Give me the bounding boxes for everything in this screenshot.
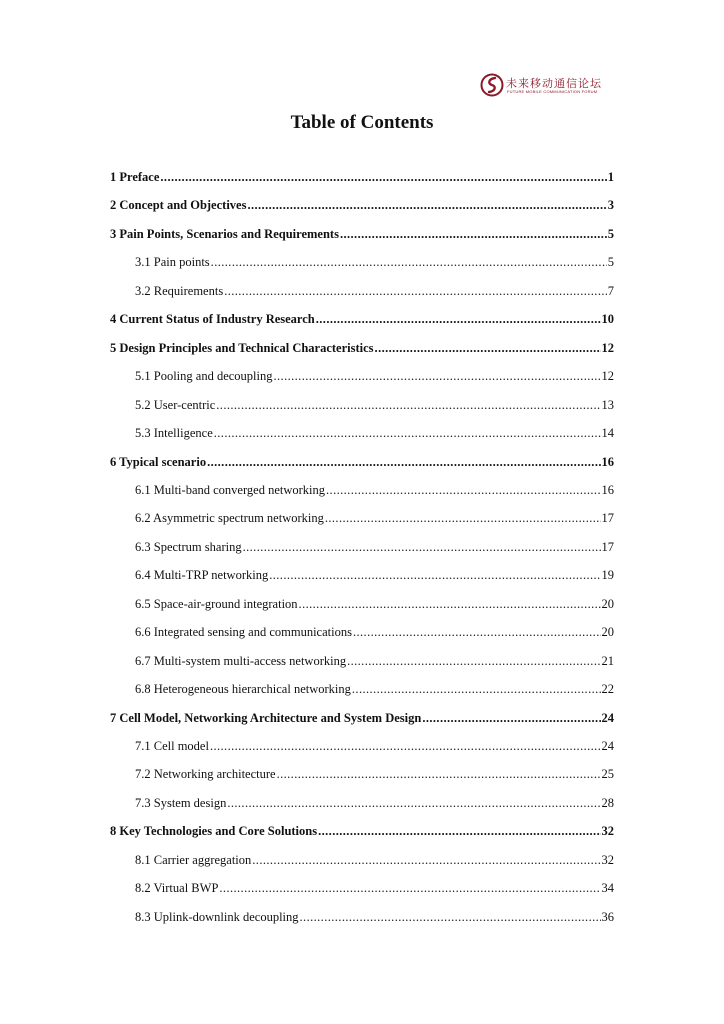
toc-entry[interactable] [135, 425, 614, 441]
toc-dot-leader [207, 454, 600, 470]
toc-dot-leader [224, 283, 607, 299]
toc-entry-page: 12 [601, 341, 614, 355]
toc-dot-leader [214, 425, 601, 441]
toc-entry-page: 36 [601, 910, 614, 924]
toc-entry[interactable] [135, 795, 614, 811]
toc-dot-leader [219, 880, 600, 896]
toc-entry[interactable] [110, 340, 614, 356]
toc-entry-page: 13 [601, 398, 614, 412]
toc-entry-page: 5 [607, 227, 614, 241]
toc-dot-leader [300, 909, 601, 925]
toc-entry-label: 7.3 System design [135, 796, 227, 810]
toc-entry-page: 25 [601, 767, 614, 781]
toc-entry[interactable] [135, 510, 614, 526]
toc-entry-page: 24 [601, 739, 614, 753]
toc-dot-leader [318, 823, 600, 839]
toc-dot-leader [325, 510, 601, 526]
toc-entry-label: 7.2 Networking architecture [135, 767, 276, 781]
toc-entry[interactable] [135, 567, 614, 583]
toc-entry[interactable] [135, 482, 614, 498]
toc-dot-leader [352, 681, 601, 697]
toc-entry-label: 6.5 Space-air-ground integration [135, 597, 298, 611]
toc-entry-label: 6 Typical scenario [110, 455, 207, 469]
toc-entry-page: 22 [601, 682, 614, 696]
page-title: Table of Contents [290, 112, 434, 133]
toc-entry[interactable] [135, 596, 614, 612]
toc-entry-label: 2 Concept and Objectives [110, 198, 247, 212]
logo-english-text: FUTURE MOBILE COMMUNICATION FORUM [507, 89, 598, 94]
toc-entry-page: 24 [601, 711, 614, 725]
toc-entry-page: 16 [601, 455, 614, 469]
toc-entry-label: 8 Key Technologies and Core Solutions [110, 824, 318, 838]
toc-entry[interactable] [135, 909, 614, 925]
toc-entry-page: 16 [601, 483, 614, 497]
toc-dot-leader [216, 397, 600, 413]
toc-entry[interactable] [110, 169, 614, 185]
toc-entry[interactable] [110, 823, 614, 839]
toc-entry-page: 1 [607, 170, 614, 184]
toc-dot-leader [269, 567, 600, 583]
toc-entry[interactable] [110, 454, 614, 470]
toc-entry-page: 21 [601, 654, 614, 668]
toc-dot-leader [210, 738, 601, 754]
toc-entry-page: 12 [601, 369, 614, 383]
toc-entry-label: 3.2 Requirements [135, 284, 224, 298]
toc-entry[interactable] [135, 653, 614, 669]
toc-dot-leader [211, 254, 607, 270]
toc-dot-leader [274, 368, 601, 384]
toc-entry-page: 3 [607, 198, 614, 212]
toc-entry-label: 6.7 Multi-system multi-access networking [135, 654, 347, 668]
toc-dot-leader [347, 653, 600, 669]
toc-entry-page: 17 [601, 511, 614, 525]
toc-entry-label: 1 Preface [110, 170, 160, 184]
toc-entry-page: 28 [601, 796, 614, 810]
toc-entry[interactable] [135, 880, 614, 896]
toc-entry-label: 6.1 Multi-band converged networking [135, 483, 326, 497]
toc-entry[interactable] [110, 311, 614, 327]
toc-entry[interactable] [135, 283, 614, 299]
toc-entry-page: 32 [601, 853, 614, 867]
toc-entry-label: 3 Pain Points, Scenarios and Requirements [110, 227, 339, 241]
toc-dot-leader [277, 766, 601, 782]
logo-chinese-text: 未来移动通信论坛 [506, 77, 602, 90]
toc-dot-leader [375, 340, 601, 356]
toc-entry[interactable] [135, 852, 614, 868]
toc-dot-leader [316, 311, 601, 327]
toc-entry-label: 7.1 Cell model [135, 739, 209, 753]
toc-dot-leader [340, 226, 607, 242]
toc-entry-page: 32 [601, 824, 614, 838]
toc-entry[interactable] [110, 710, 614, 726]
toc-dot-leader [227, 795, 600, 811]
toc-entry-label: 8.2 Virtual BWP [135, 881, 219, 895]
toc-dot-leader [243, 539, 601, 555]
toc-entry-label: 3.1 Pain points [135, 255, 210, 269]
toc-entry-page: 17 [601, 540, 614, 554]
toc-entry-label: 8.1 Carrier aggregation [135, 853, 252, 867]
toc-entry[interactable] [135, 624, 614, 640]
toc-entry[interactable] [135, 254, 614, 270]
toc-entry-label: 8.3 Uplink-downlink decoupling [135, 910, 299, 924]
toc-entry-page: 14 [601, 426, 614, 440]
toc-entry-page: 10 [601, 312, 614, 326]
toc-entry[interactable] [135, 368, 614, 384]
toc-entry[interactable] [135, 397, 614, 413]
toc-entry[interactable] [110, 226, 614, 242]
toc-entry-page: 19 [601, 568, 614, 582]
toc-entry-label: 7 Cell Model, Networking Architecture and System Design [110, 711, 422, 725]
toc-dot-leader [247, 197, 606, 213]
toc-entry-page: 20 [601, 597, 614, 611]
toc-entry-label: 6.8 Heterogeneous hierarchical networking [135, 682, 351, 696]
toc-dot-leader [422, 710, 600, 726]
toc-dot-leader [160, 169, 606, 185]
toc-entry[interactable] [135, 766, 614, 782]
toc-entry[interactable] [135, 539, 614, 555]
toc-entry[interactable] [135, 738, 614, 754]
toc-dot-leader [299, 596, 601, 612]
toc-entry-page: 7 [607, 284, 614, 298]
toc-dot-leader [353, 624, 601, 640]
toc-entry[interactable] [135, 681, 614, 697]
toc-entry-page: 20 [601, 625, 614, 639]
toc-entry-page: 5 [607, 255, 614, 269]
toc-entry-label: 6.4 Multi-TRP networking [135, 568, 269, 582]
toc-entry-label: 6.6 Integrated sensing and communications [135, 625, 352, 639]
toc-entry-label: 6.3 Spectrum sharing [135, 540, 242, 554]
toc-dot-leader [252, 852, 600, 868]
toc-dot-leader [326, 482, 600, 498]
toc-entry-label: 5.1 Pooling and decoupling [135, 369, 273, 383]
toc-entry-label: 4 Current Status of Industry Research [110, 312, 315, 326]
toc-entry-page: 34 [601, 881, 614, 895]
toc-entry[interactable] [110, 197, 614, 213]
toc-entry-label: 6.2 Asymmetric spectrum networking [135, 511, 324, 525]
toc-entry-label: 5 Design Principles and Technical Characteristics [110, 341, 374, 355]
toc-entry-label: 5.2 User-centric [135, 398, 216, 412]
toc-entry-label: 5.3 Intelligence [135, 426, 213, 440]
